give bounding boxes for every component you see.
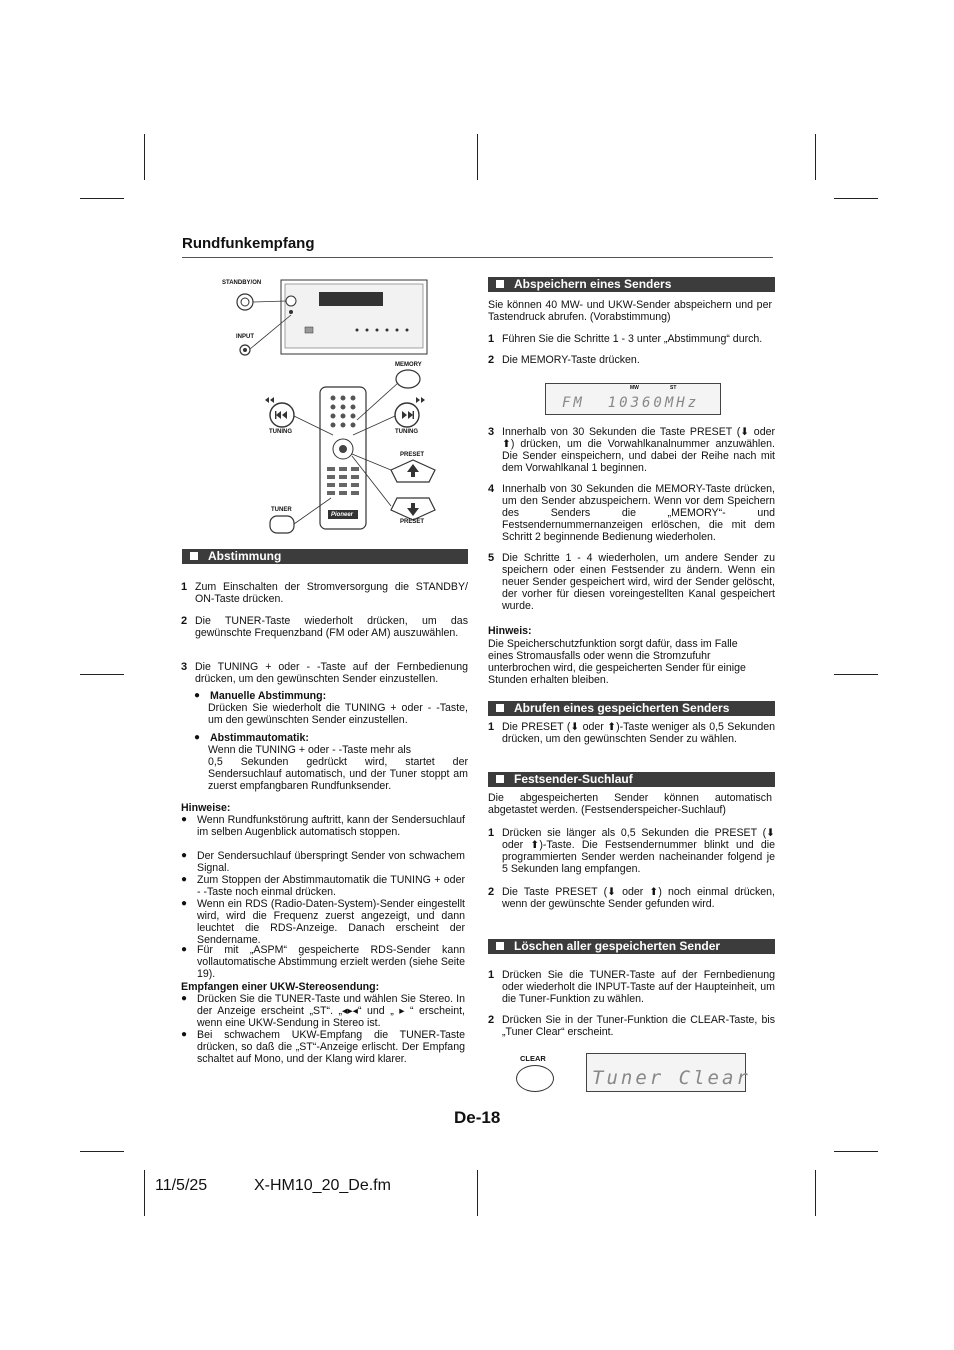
- hinweis-item: ● Für mit „ASPM“ gespeicherte RDS-Sender kann vollautomatische Abstimmung erzielt werden (siehe Seite 19).: [181, 944, 465, 980]
- input-label: INPUT: [236, 334, 254, 340]
- hinweis-item: ● Wenn ein RDS (Radio-Daten-System)-Sender eingestellt wird, wird die Frequenz zuerst angezeigt, und dann leuchtet die RDS-Anzeige. Danach erscheint der Sendername.: [181, 898, 465, 946]
- crop-mark: [80, 198, 124, 199]
- lcd-display-clear: [586, 1053, 751, 1092]
- arrow-down-icon: ⬇: [766, 827, 775, 839]
- hinweis-item: ● Der Sendersuchlauf überspringt Sender von schwachem Signal.: [181, 850, 465, 874]
- arrow-up-icon: ⬆: [607, 721, 617, 733]
- auto-tuning-item: ● Abstimmautomatik: Wenn die TUNING + oder - -Taste mehr als 0,5 Sekunden gedrückt wird, startet der Sendersuchlauf automatisch, und der Tuner stoppt am zuerst empfangbaren Rundfunksender.: [194, 732, 468, 792]
- lcd-fm-frequency: FM 10360MHz: [562, 395, 700, 411]
- hinweis-item: ● Zum Stoppen der Abstimmautomatik die TUNING + oder - -Taste noch einmal drücken.: [181, 874, 465, 898]
- arrow-up-icon: ⬆: [530, 839, 540, 851]
- speichern-step-3: 3 Innerhalb von 30 Sekunden die Taste PRESET (⬇ oder ⬆) drücken, um die Vorwahlkanalnummer anzuwählen. Die Sender einspeichern, und dabei der Reihe nach mit dem Vorwahlkanal 1 beginnen.: [488, 426, 776, 474]
- header-rule: [182, 257, 773, 258]
- device-figure: [215, 270, 475, 545]
- hinweis-text: Die Speicherschutzfunktion sorgt dafür, dass im Falle eines Stromausfalls oder wenn die Stromzufuhr unterbrochen wird, die gespeicherten Sender für einige Stunden erhalten bleiben.: [488, 638, 746, 686]
- footer-filename: X-HM10_20_De.fm: [254, 1177, 391, 1194]
- hinweis-title: Hinweis:: [488, 625, 532, 637]
- arrow-down-icon: ⬇: [607, 886, 616, 898]
- crop-mark: [80, 1151, 124, 1152]
- lcd-clear-text: Tuner Clear: [592, 1067, 751, 1089]
- lcd-indicator-mw: MW: [630, 385, 639, 391]
- crop-mark: [834, 198, 878, 199]
- abstimmung-step-2: 2 Die TUNER-Taste wiederholt drücken, um das gewünschte Frequenzband (FM oder AM) auszuwählen.: [181, 615, 468, 639]
- speichern-step-1: 1 Führen Sie die Schritte 1 - 3 unter „Abstimmung“ durch.: [488, 333, 763, 345]
- stereo-item: ● Drücken Sie die TUNER-Taste und wählen Sie Stereo. In der Anzeige erscheint „ST“. „◂▸◂“ und „ ▸ “ erscheint, wenn eine UKW-Sendung in Stereo ist.: [181, 993, 465, 1029]
- speichern-step-5: 5 Die Schritte 1 - 4 wiederholen, um andere Sender zu speichern oder einen Festsender zu ändern. Wenn ein neuer Sender gespeichert wird, wird der Sender gelöscht, der vorher für diesen voreingestellten Kanal gespeichert wurde.: [488, 552, 775, 612]
- abstimmung-step-3: 3 Die TUNING + oder - -Taste auf der Fernbedienung drücken, um den gewünschten Sender einzustellen.: [181, 661, 468, 685]
- device-illustration: [215, 270, 475, 545]
- speichern-step-4: 4 Innerhalb von 30 Sekunden die MEMORY-Taste drücken, um den Sender abzuspeichern. Wenn vor dem Speichern des Senders die „MEMORY“- und Festsendernummernanzeigen erlöschen, die mit dem Schritt 2 beginnende Bedienung wiederholen.: [488, 483, 775, 543]
- square-bullet-icon: [496, 704, 504, 712]
- crop-mark: [477, 1170, 478, 1216]
- brand-logo: Pioneer: [331, 512, 354, 518]
- square-bullet-icon: [190, 552, 198, 560]
- crop-mark: [144, 134, 145, 180]
- standby-label: STANDBY/ON: [222, 280, 262, 286]
- section-header-loeschen: Löschen aller gespeicherten Sender: [488, 939, 775, 954]
- square-bullet-icon: [496, 280, 504, 288]
- suchlauf-intro: Die abgespeicherten Sender können automatisch abgetastet werden. (Festsenderspeicher-Suchlauf): [488, 792, 772, 816]
- footer-date: 11/5/25: [155, 1177, 208, 1194]
- loeschen-step-1: 1 Drücken Sie die TUNER-Taste auf der Fernbedienung oder wiederholt die INPUT-Taste auf der Haupteinheit, um die Tuner-Funktion zu wählen.: [488, 969, 775, 1005]
- crop-mark: [834, 674, 878, 675]
- tuning-left-label: TUNING: [269, 429, 292, 435]
- stereo-title: Empfangen einer UKW-Stereosendung:: [181, 981, 380, 993]
- crop-mark: [815, 1170, 816, 1216]
- arrow-up-icon: ⬆: [649, 886, 659, 898]
- section-title: Rundfunkempfang: [182, 235, 315, 252]
- arrow-up-icon: ⬆: [502, 438, 511, 450]
- section-header-speichern: Abspeichern eines Senders: [488, 277, 775, 292]
- square-bullet-icon: [496, 775, 504, 783]
- arrow-down-icon: ⬇: [570, 721, 580, 733]
- crop-mark: [477, 134, 478, 180]
- clear-label: CLEAR: [520, 1054, 546, 1063]
- stereo-item: ● Bei schwachem UKW-Empfang die TUNER-Taste drücken, so daß die „ST“-Anzeige erlischt. Der Empfang schaltet auf Mono, und der Klang wird klarer.: [181, 1029, 465, 1065]
- crop-mark: [834, 1151, 878, 1152]
- clear-button: [516, 1065, 554, 1092]
- preset-down-label: PRESET: [400, 519, 425, 525]
- abrufen-step-1: 1 Die PRESET (⬇ oder ⬆)-Taste weniger als 0,5 Sekunden drücken, um den gewünschten Sender zu wählen.: [488, 721, 775, 745]
- speichern-intro: Sie können 40 MW- und UKW-Sender abspeichern und per Tastendruck abrufen. (Vorabstimmung): [488, 299, 772, 323]
- hinweis-item: ● Wenn Rundfunkstörung auftritt, kann der Sendersuchlauf im selben Augenblick automatisch stoppen.: [181, 814, 465, 838]
- page-number: De-18: [454, 1108, 501, 1127]
- loeschen-step-2: 2 Drücken Sie in der Tuner-Funktion die CLEAR-Taste, bis „Tuner Clear“ erscheint.: [488, 1014, 775, 1038]
- suchlauf-step-2: 2 Die Taste PRESET (⬇ oder ⬆) noch einmal drücken, wenn der gewünschte Sender gefunden wird.: [488, 886, 775, 910]
- lcd-display-fm: [545, 383, 721, 415]
- hinweise-title: Hinweise:: [181, 802, 231, 814]
- crop-mark: [815, 134, 816, 180]
- crop-mark: [80, 674, 124, 675]
- tuner-label: TUNER: [271, 507, 292, 513]
- suchlauf-step-1: 1 Drücken sie länger als 0,5 Sekunden die PRESET (⬇ oder ⬆)-Taste. Die Festsendernummer blinkt und die programmierten Sender werden nacheinander folgend je 5 Sekunden lang empfangen.: [488, 827, 775, 875]
- memory-label: MEMORY: [395, 362, 422, 368]
- lcd-indicator-st: ST: [670, 385, 677, 391]
- section-header-suchlauf: Festsender-Suchlauf: [488, 772, 775, 787]
- square-bullet-icon: [496, 942, 504, 950]
- abstimmung-step-1: 1 Zum Einschalten der Stromversorgung die STANDBY/ ON-Taste drücken.: [181, 581, 468, 605]
- section-header-abstimmung: Abstimmung: [182, 549, 468, 564]
- section-header-abrufen: Abrufen eines gespeicherten Senders: [488, 701, 775, 716]
- crop-mark: [144, 1170, 145, 1216]
- arrow-down-icon: ⬇: [740, 426, 750, 438]
- speichern-step-2: 2 Die MEMORY-Taste drücken.: [488, 354, 640, 366]
- preset-up-label: PRESET: [400, 452, 425, 458]
- manual-tuning-item: ● Manuelle Abstimmung: Drücken Sie wiederholt die TUNING + oder - -Taste, um den gewünschten Sender einzustellen.: [194, 690, 468, 726]
- tuning-right-label: TUNING: [395, 429, 418, 435]
